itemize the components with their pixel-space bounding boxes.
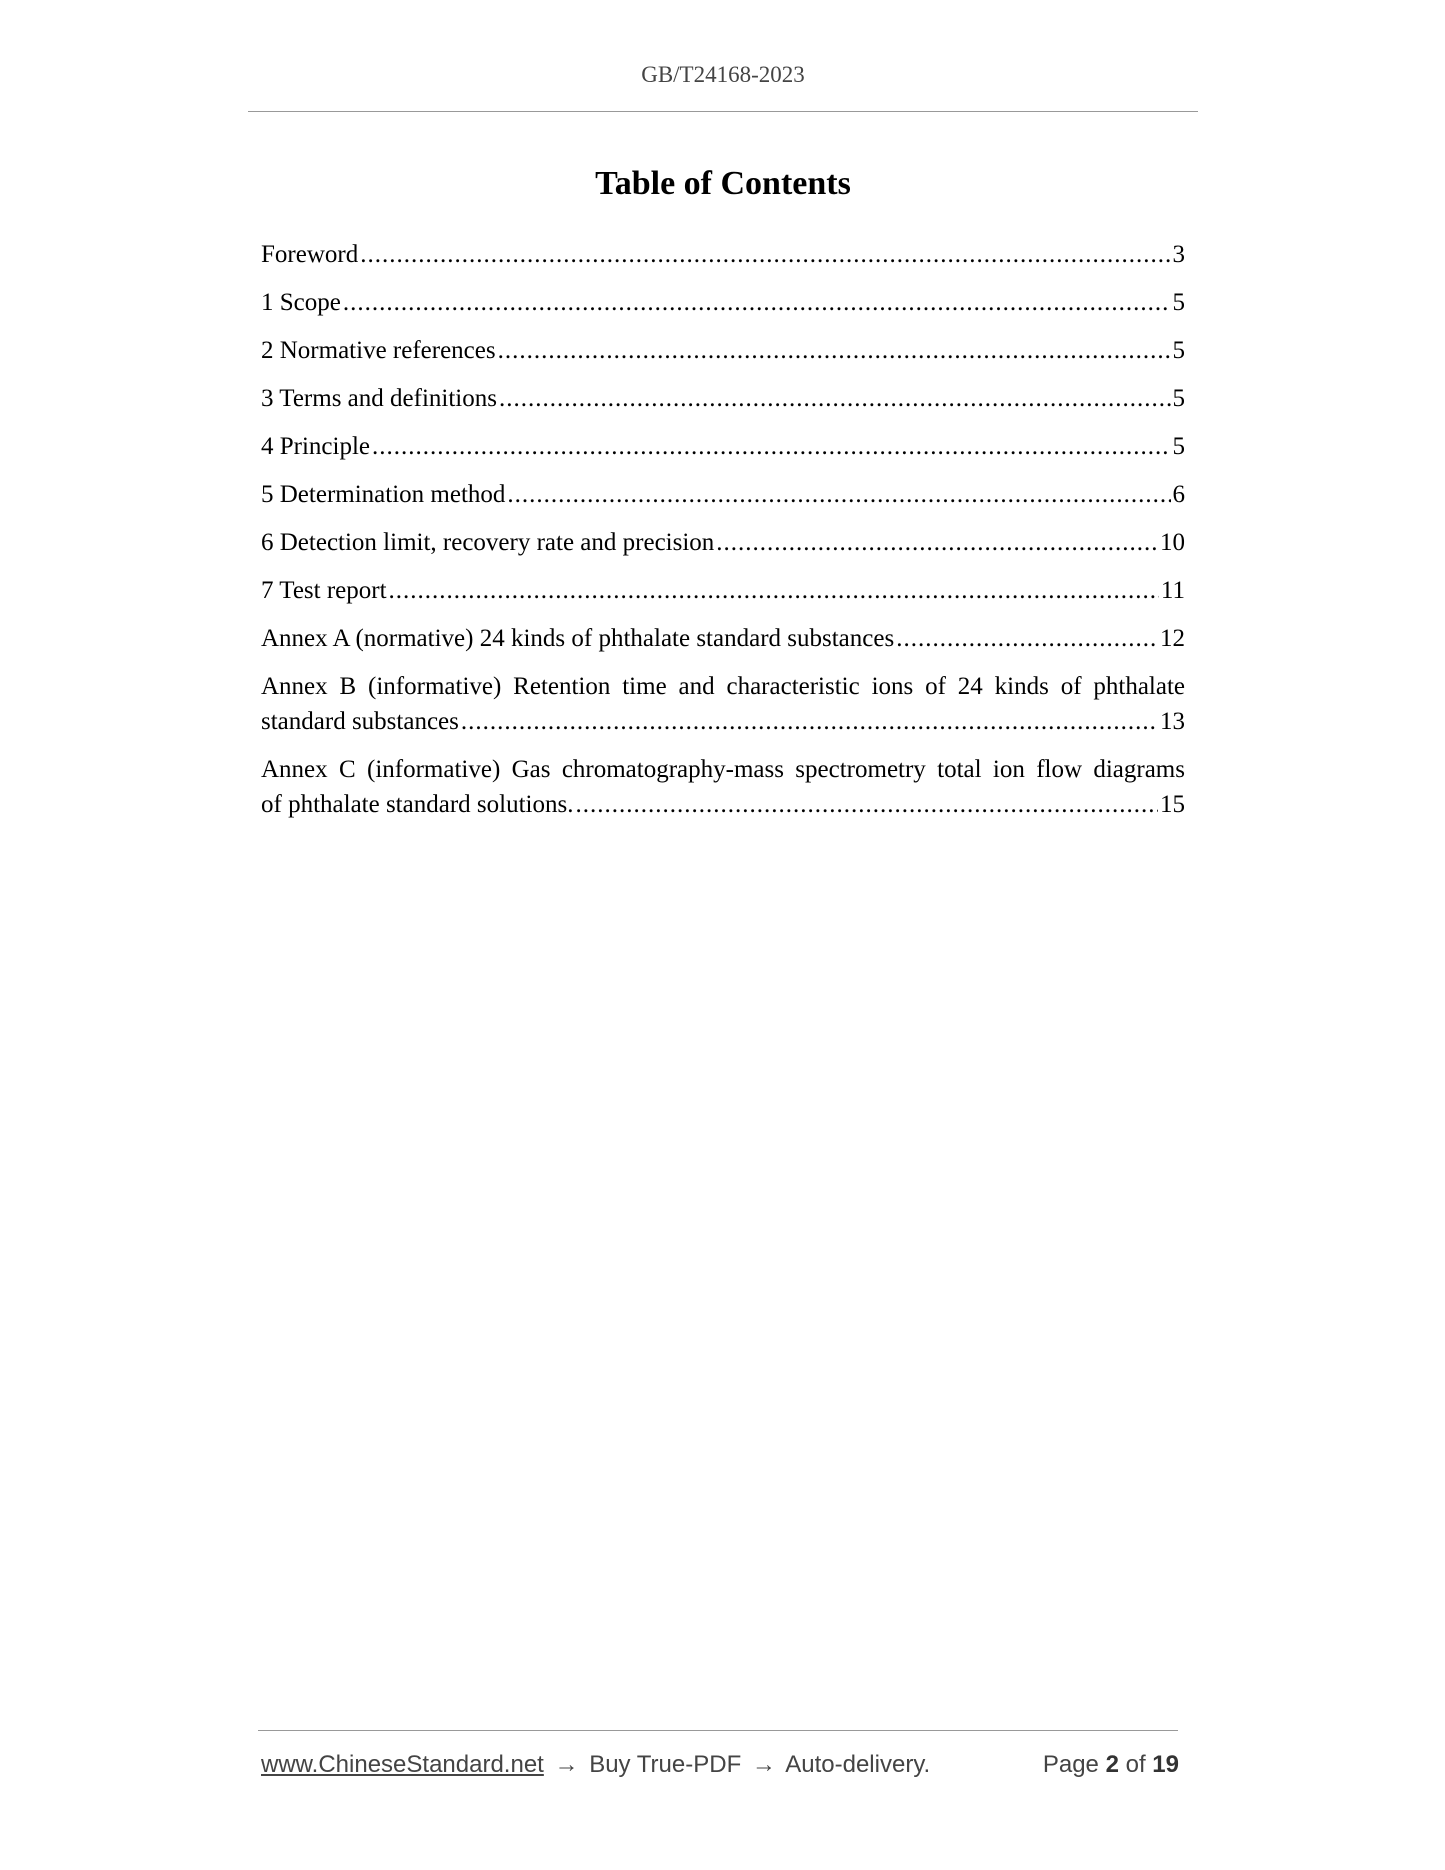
toc-entry-page: 3 [1172,241,1185,268]
toc-entry-page: 15 [1160,791,1185,818]
dot-leader [716,525,1158,560]
toc-entry-label-line1: Annex B (informative) Retention time and characteristic ions of 24 kinds of phthalate [261,673,1185,700]
arrow-right-icon: → [751,1751,776,1778]
toc-entry-page: 12 [1160,625,1185,652]
toc-entry-page: 5 [1172,337,1185,364]
page-label: Page [1042,1751,1099,1778]
toc-entry-label: 2 Normative references [261,337,496,364]
dot-leader [575,787,1158,822]
toc-entry-scope[interactable] [261,285,1185,320]
toc-entry-label: 6 Detection limit, recovery rate and precision [261,529,715,556]
toc-entry-detection-limit[interactable] [261,525,1185,560]
toc-entry-label: 1 Scope [261,289,341,316]
dot-leader [343,285,1171,320]
toc-entry-determination-method[interactable] [261,477,1185,512]
dot-leader [896,621,1158,656]
toc-entry-label-line1: Annex C (informative) Gas chromatography-mass spectrometry total ion flow diagrams [261,756,1185,783]
toc-entry-label: 3 Terms and definitions [261,385,497,412]
toc-entry-test-report[interactable] [261,573,1185,608]
total-pages-number: 19 [1152,1751,1179,1778]
toc-entry-normative-references[interactable] [261,333,1185,368]
toc-entry-page: 5 [1172,385,1185,412]
toc-entry-label: Foreword [261,241,359,268]
toc-entry-page: 6 [1172,481,1185,508]
toc-entry-label-line2: standard substances [261,708,459,735]
arrow-right-icon: → [554,1751,579,1778]
auto-delivery-text: Auto-delivery. [785,1751,931,1778]
footer-divider [258,1730,1178,1731]
toc-entry-label: 4 Principle [261,433,371,460]
toc-entry-principle[interactable] [261,429,1185,464]
toc-entry-foreword[interactable] [261,237,1185,272]
dot-leader [499,381,1171,416]
dot-leader [372,429,1170,464]
document-code-header: GB/T24168-2023 [641,62,805,87]
toc-entry-annex-a[interactable] [261,621,1185,656]
toc-entry-annex-c[interactable] [261,752,1185,822]
dot-leader [498,333,1171,368]
toc-entry-annex-b[interactable] [261,669,1185,739]
page-indicator [1043,1751,1179,1779]
table-of-contents [261,237,1185,835]
footer-promo [261,1751,930,1779]
dot-leader [507,477,1170,512]
toc-entry-page: 5 [1172,433,1185,460]
toc-entry-page: 5 [1172,289,1185,316]
toc-entry-label: 5 Determination method [261,481,506,508]
buy-true-pdf-text: Buy True-PDF [589,1751,742,1778]
toc-entry-page: 13 [1160,708,1185,735]
dot-leader [360,237,1170,272]
dot-leader [389,573,1159,608]
of-label: of [1125,1751,1146,1778]
toc-entry-label: Annex A (normative) 24 kinds of phthalate standard substances [261,625,895,652]
site-link[interactable]: www.ChineseStandard.net [261,1751,544,1778]
page-title: Table of Contents [595,165,851,202]
toc-entry-label-line2: of phthalate standard solutions. [261,791,574,818]
toc-entry-terms-definitions[interactable] [261,381,1185,416]
header-divider [248,111,1198,112]
dot-leader [461,704,1158,739]
toc-entry-page: 10 [1160,529,1185,556]
toc-entry-page: 11 [1160,577,1185,604]
toc-entry-label: 7 Test report [261,577,387,604]
current-page-number: 2 [1105,1751,1119,1778]
